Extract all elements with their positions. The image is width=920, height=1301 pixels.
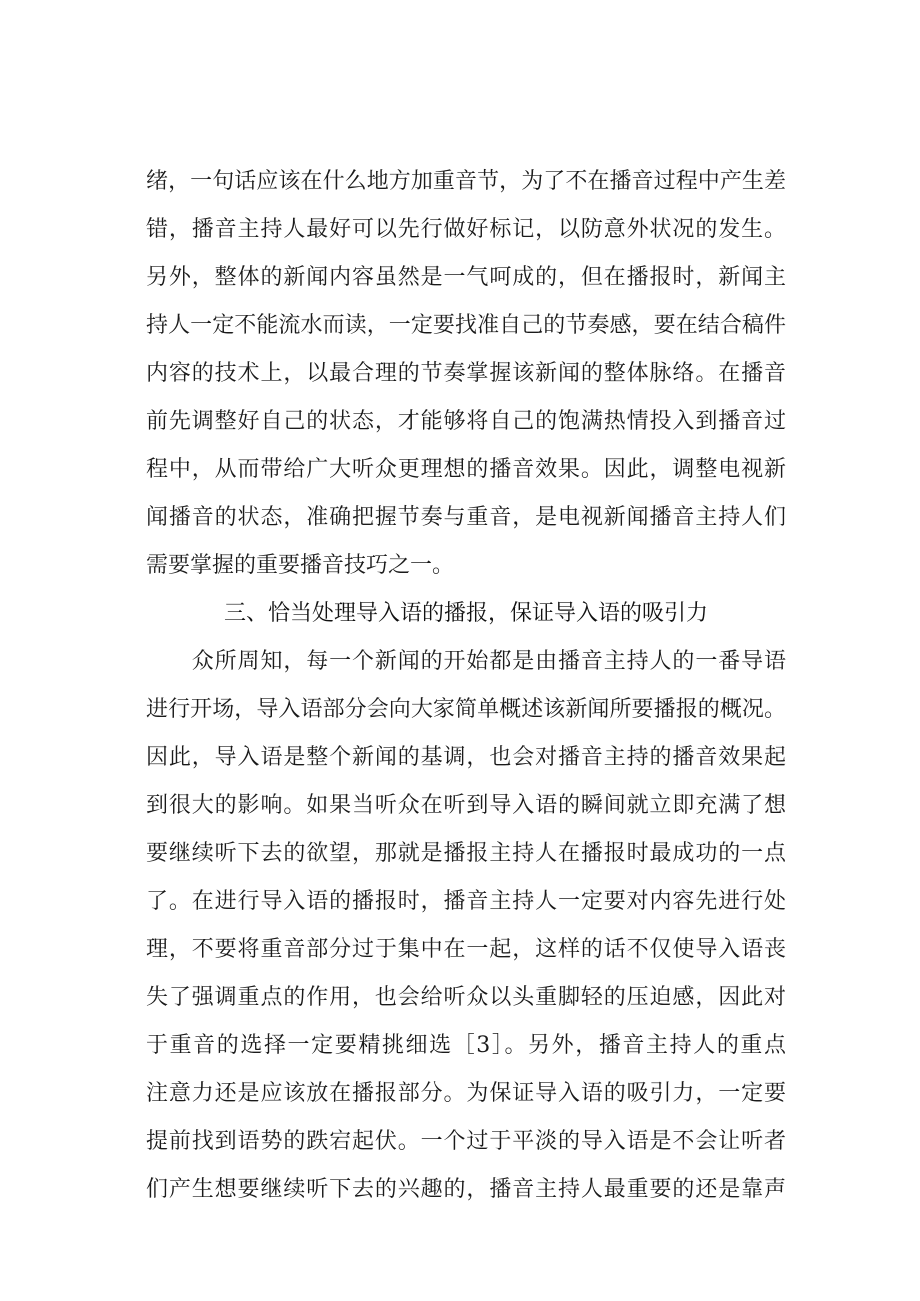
section-heading: 三、恰当处理导入语的播报，保证导入语的吸引力 <box>223 601 708 626</box>
text-line: 失了强调重点的作用，也会给听众以头重脚轻的压迫感，因此对 <box>146 985 786 1010</box>
text-line: 因此，导入语是整个新闻的基调，也会对播音主持的播音效果起 <box>146 745 786 770</box>
text-line: 程中，从而带给广大听众更理想的播音效果。因此，调整电视新 <box>146 457 786 482</box>
text-line: 闻播音的状态，准确把握节奏与重音，是电视新闻播音主持人们 <box>146 505 786 530</box>
paragraph-1 <box>146 158 786 590</box>
text-line: 需要掌握的重要播音技巧之一。 <box>146 553 455 578</box>
text-line: 提前找到语势的跌宕起伏。一个过于平淡的导入语是不会让听者 <box>146 1129 786 1154</box>
text-line: 注意力还是应该放在播报部分。为保证导入语的吸引力，一定要 <box>146 1081 786 1106</box>
text-line: 众所周知，每一个新闻的开始都是由播音主持人的一番导语 <box>146 649 786 674</box>
body-text <box>146 158 786 1214</box>
paragraph-2 <box>146 638 786 1214</box>
text-line: 们产生想要继续听下去的兴趣的，播音主持人最重要的还是靠声 <box>146 1177 786 1202</box>
text-line: 进行开场，导入语部分会向大家简单概述该新闻所要播报的概况。 <box>146 697 786 722</box>
text-line: 了。在进行导入语的播报时，播音主持人一定要对内容先进行处 <box>146 889 786 914</box>
text-line: 绪，一句话应该在什么地方加重音节，为了不在播音过程中产生差 <box>146 169 786 194</box>
text-line: 要继续听下去的欲望，那就是播报主持人在播报时最成功的一点 <box>146 841 786 866</box>
text-line: 另外，整体的新闻内容虽然是一气呵成的，但在播报时，新闻主 <box>146 265 786 290</box>
text-line: 错，播音主持人最好可以先行做好标记，以防意外状况的发生。 <box>146 217 786 242</box>
text-line: 持人一定不能流水而读，一定要找准自己的节奏感，要在结合稿件 <box>146 313 786 338</box>
text-line: 理，不要将重音部分过于集中在一起，这样的话不仅使导入语丧 <box>146 937 786 962</box>
text-line: 内容的技术上，以最合理的节奏掌握该新闻的整体脉络。在播音 <box>146 361 786 386</box>
text-line: 前先调整好自己的状态，才能够将自己的饱满热情投入到播音过 <box>146 409 786 434</box>
text-line: 到很大的影响。如果当听众在听到导入语的瞬间就立即充满了想 <box>146 793 786 818</box>
text-line: 于重音的选择一定要精挑细选［3］。另外，播音主持人的重点 <box>146 1033 786 1058</box>
